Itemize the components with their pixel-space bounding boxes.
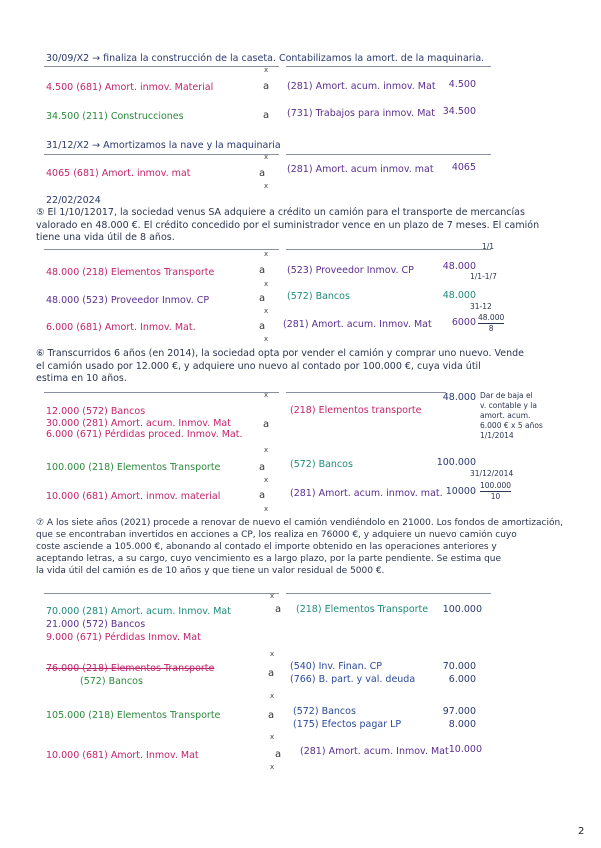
exercise5-statement: ⑤ El 1/10/12017, la sociedad venus SA adquiere a crédito un camión para el transporte de mercancías valorado en 48.000 €. El crédito concedido por el suministrador vence en un plazo de 7 meses. El camión tiene una vida útil de 8 años. xyxy=(36,207,540,243)
cross-mark: x xyxy=(264,153,269,161)
date-note: 1/1-1/7 xyxy=(470,272,497,281)
section1-header2: 31/12/X2 → Amortizamos la nave y la maquinaria xyxy=(46,140,281,151)
date-note: 1/1 xyxy=(482,242,495,251)
entry-credit: (281) Amort. acum. Inmov. Mat xyxy=(300,746,449,757)
section1-header: 30/09/X2 → finaliza la construcción de la caseta. Contabilizamos la amort. de la maquinaria. xyxy=(46,53,485,64)
separator xyxy=(286,249,491,250)
entry-credit-group: (572) Bancos (175) Efectos pagar LP xyxy=(293,706,402,730)
entry-debit: 10.000 (681) Amort. inmov. material xyxy=(46,491,221,502)
page-number: 2 xyxy=(578,826,585,837)
a-connector: a xyxy=(268,668,275,679)
a-connector: a xyxy=(259,490,266,501)
entry-credit: (218) Elementos transporte xyxy=(290,405,422,416)
date-note: 31/12/2014 xyxy=(470,469,514,478)
date-note: 31-12 xyxy=(470,302,492,311)
entry-debit-group: 70.000 (281) Amort. acum. Inmov. Mat 21.000 (572) Bancos 9.000 (671) Pérdidas Inmov. Mat xyxy=(46,606,231,643)
entry-credit: (281) Amort. acum. inmov. Mat xyxy=(287,81,436,92)
a-connector: a xyxy=(275,749,282,760)
cross-mark: x xyxy=(270,733,275,741)
cross-mark: x xyxy=(264,307,269,315)
entry-credit-amount: 48.000 xyxy=(442,392,476,403)
entry-credit-amount: 100.000 xyxy=(436,457,476,468)
a-connector: a xyxy=(275,604,282,615)
separator xyxy=(286,392,446,393)
cross-mark: x xyxy=(264,446,269,454)
entry-credit-amount: 6000 xyxy=(451,317,476,328)
separator xyxy=(286,66,491,67)
entry-debit: 48.000 (523) Proveedor Inmov. CP xyxy=(46,295,210,306)
entry-debit: 48.000 (218) Elementos Transporte xyxy=(46,267,215,278)
separator xyxy=(44,593,279,594)
entry-credit: (281) Amort. acum. inmov. mat. xyxy=(290,488,443,499)
a-connector: a xyxy=(268,710,275,721)
entry-credit-amount: 4065 xyxy=(451,162,476,173)
separator xyxy=(286,154,491,155)
entry-credit: (572) Bancos xyxy=(290,459,353,470)
entry-debit: 105.000 (218) Elementos Transporte xyxy=(46,710,221,721)
amortization-calc: 100.000 10 xyxy=(480,481,512,501)
separator xyxy=(286,593,491,594)
a-connector: a xyxy=(259,321,266,332)
entry-debit: 4065 (681) Amort. inmov. mat xyxy=(46,168,191,179)
exercise6-statement: ⑥ Transcurridos 6 años (en 2014), la sociedad opta por vender el camión y comprar uno nuevo. Vende el camión usado por 12.000 €, y adquiere uno nuevo al contado por 100.000 €, cuya vida útil estima en 10 años. xyxy=(36,348,524,384)
entry-credit-amount: 10000 xyxy=(445,486,476,497)
separator xyxy=(44,66,279,67)
a-connector: a xyxy=(259,168,266,179)
separator xyxy=(44,249,279,250)
cross-mark: x xyxy=(264,391,269,399)
entry-debit: 34.500 (211) Construcciones xyxy=(46,111,184,122)
cross-mark: x xyxy=(264,66,269,74)
cross-mark: x xyxy=(270,763,275,771)
entry-credit-amount: 4.500 xyxy=(448,79,476,90)
date-heading: 22/02/2024 xyxy=(46,195,101,206)
exercise7-statement: ⑦ A los siete años (2021) procede a renovar de nuevo el camión vendiéndolo en 21000. Los fondos de amortización, que se encontraban invertidos en acciones a CP, los realiza en 76000 €, y adquiere un nuevo camión cuyo coste asciende a 105.000 €, abonando al contado el importe obtenido en las operaciones anteriores y aceptando letras, a su cargo, cuyo vencimiento es a largo plazo, por la parte pendiente. Se estima que la vida útil del camión es de 10 años y que tiene un valor residual de 5000 €. xyxy=(36,518,564,576)
entry-debit: 4.500 (681) Amort. inmov. Material xyxy=(46,82,214,93)
a-connector: a xyxy=(263,81,270,92)
entry-credit: (523) Proveedor Inmov. CP xyxy=(287,265,414,276)
entry-credit: (731) Trabajos para inmov. Mat xyxy=(287,108,435,119)
entry-credit-amounts: 70.000 6.000 xyxy=(442,661,476,685)
entry-credit-amount: 10.000 xyxy=(448,744,482,755)
a-connector: a xyxy=(259,462,266,473)
cross-mark: x xyxy=(264,182,269,190)
separator xyxy=(44,392,279,393)
cross-mark: x xyxy=(270,592,275,600)
entry-credit-amount: 48.000 xyxy=(442,261,476,272)
cross-mark: x xyxy=(264,476,269,484)
a-connector: a xyxy=(263,110,270,121)
entry-credit: (281) Amort. acum. Inmov. Mat xyxy=(283,319,432,330)
cross-mark: x xyxy=(264,335,269,343)
a-connector: a xyxy=(263,419,270,430)
entry-credit-amount: 48.000 xyxy=(442,290,476,301)
entry-debit: 6.000 (681) Amort. Inmov. Mat. xyxy=(46,322,196,333)
amortization-calc: 48.000 8 xyxy=(478,313,505,333)
cross-mark: x xyxy=(264,250,269,258)
entry-credit: (218) Elementos Transporte xyxy=(296,604,429,615)
entry-credit-amount: 34.500 xyxy=(442,106,476,117)
separator xyxy=(44,154,279,155)
cross-mark: x xyxy=(270,692,275,700)
entry-debit-group: 76.000 (218) Elementos Transporte (572) Bancos xyxy=(46,663,215,687)
entry-debit: 100.000 (218) Elementos Transporte xyxy=(46,462,221,473)
entry-credit: (281) Amort. acum inmov. mat xyxy=(287,164,434,175)
side-note: Dar de baja el v. contable y la amort. acum. 6.000 € x 5 años 1/1/2014 xyxy=(480,391,543,440)
cross-mark: x xyxy=(264,505,269,513)
cross-mark: x xyxy=(264,280,269,288)
entry-debit: 10.000 (681) Amort. Inmov. Mat xyxy=(46,750,199,761)
entry-debit-group: 12.000 (572) Bancos 30.000 (281) Amort. acum. Inmov. Mat 6.000 (671) Pérdidas proced. Inmov. Mat. xyxy=(46,406,243,440)
a-connector: a xyxy=(259,293,266,304)
a-connector: a xyxy=(259,265,266,276)
entry-credit-group: (540) Inv. Finan. CP (766) B. part. y val. deuda xyxy=(290,661,416,685)
cross-mark: x xyxy=(270,650,275,658)
entry-credit-amounts: 97.000 8.000 xyxy=(442,706,476,730)
entry-credit: (572) Bancos xyxy=(287,291,350,302)
entry-credit-amount: 100.000 xyxy=(442,604,482,615)
